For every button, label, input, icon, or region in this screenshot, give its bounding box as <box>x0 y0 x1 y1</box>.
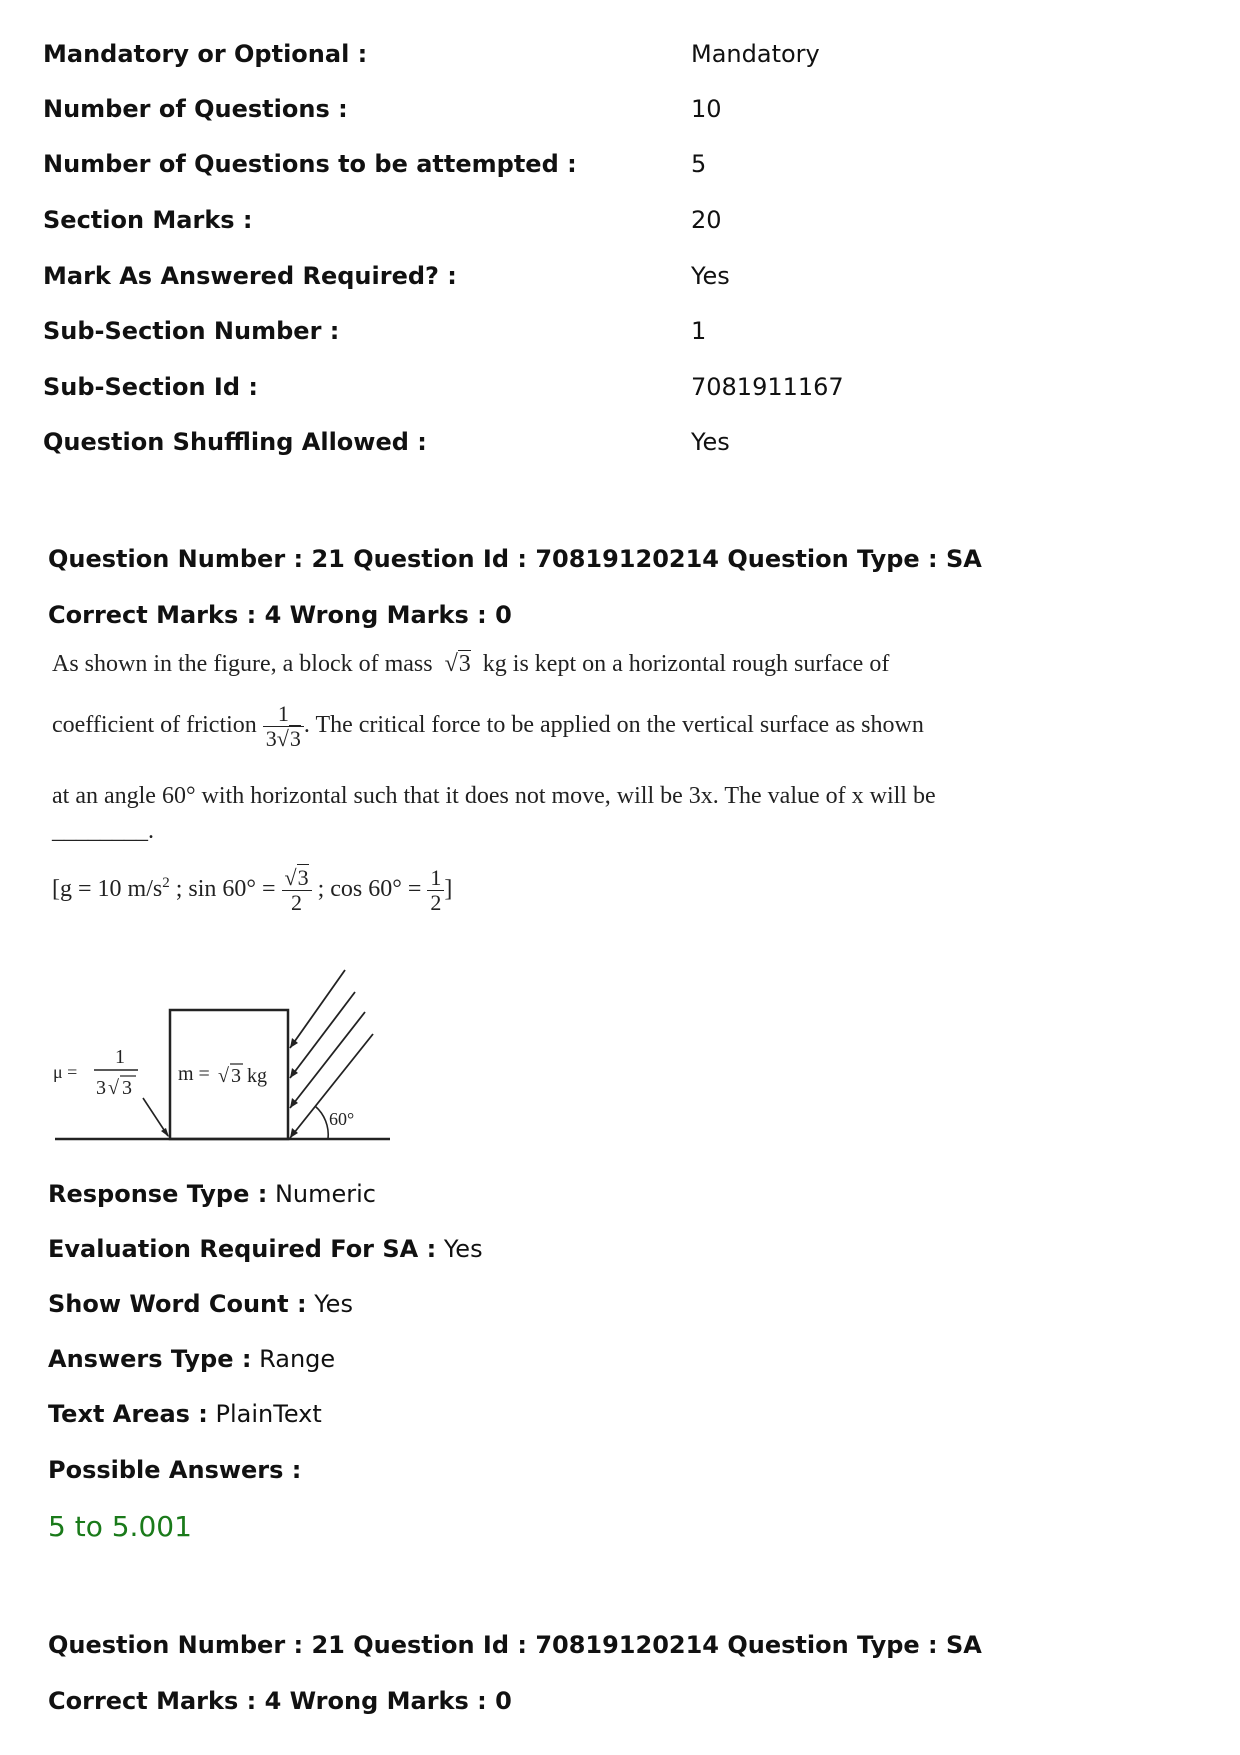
response-type <box>48 1180 376 1208</box>
field-label: Answers Type : <box>48 1345 252 1373</box>
info-value-subsection-id: 7081911167 <box>691 373 844 401</box>
force-arrow <box>290 1012 365 1108</box>
evaluation-required <box>48 1235 483 1263</box>
info-value-subsection-number: 1 <box>691 317 707 345</box>
text-segment: ; cos 60° = <box>317 876 422 903</box>
question-text-line2: coefficient of friction $\frac{1}{3√3}$ . The critical force to be applied on the vertical surface as shown <box>52 701 924 752</box>
mu-label: μ = <box>53 1062 78 1082</box>
info-label-mandatory: Mandatory or Optional : <box>43 40 368 68</box>
possible-answers-label <box>48 1456 301 1484</box>
fraction-numerator: √3 <box>282 866 312 891</box>
mass-sqrt-sign: √ <box>218 1065 229 1087</box>
info-value-section-marks: 20 <box>691 206 722 234</box>
superscript: 2 <box>162 875 170 892</box>
info-label-shuffling: Question Shuffling Allowed : <box>43 428 427 456</box>
info-label-subsection-id: Sub-Section Id : <box>43 373 258 401</box>
sqrt-value: 3 <box>297 865 309 890</box>
info-label-to-attempt: Number of Questions to be attempted : <box>43 150 577 178</box>
given-values <box>52 866 452 915</box>
field-value: PlainText <box>215 1400 322 1428</box>
text-segment: ] <box>444 876 453 903</box>
text-segment: kg is kept on a horizontal rough surface of <box>482 651 890 677</box>
question-marks: Correct Marks : 4 Wrong Marks : 0 <box>48 601 512 629</box>
mass-unit: kg <box>247 1065 267 1087</box>
info-label-mark-answered: Mark As Answered Required? : <box>43 262 457 290</box>
next-question-header: Question Number : 21 Question Id : 70819120214 Question Type : SA <box>48 1631 982 1659</box>
angle-label: 60° <box>329 1109 355 1129</box>
field-value: Range <box>259 1345 336 1373</box>
angle-arc <box>315 1106 328 1139</box>
field-label: Text Areas : <box>48 1400 208 1428</box>
mass-label: m = <box>178 1063 210 1085</box>
text-areas <box>48 1400 322 1428</box>
text-segment: [g = 10 m/s <box>52 876 163 903</box>
field-label: Evaluation Required For SA : <box>48 1235 437 1263</box>
text-segment: As shown in the figure, a block of mass <box>52 651 433 677</box>
answer-blank: ________. <box>52 818 154 844</box>
text-segment: ; sin 60° = <box>175 876 276 903</box>
mu-denominator-coef: 3 <box>96 1077 106 1099</box>
field-value: Yes <box>314 1290 353 1318</box>
fraction-numerator: 1 <box>427 866 444 891</box>
fraction-numerator: 1 <box>263 702 304 727</box>
question-header: Question Number : 21 Question Id : 70819120214 Question Type : SA <box>48 545 982 573</box>
sin-fraction <box>282 866 312 915</box>
question-text-line1: As shown in the figure, a block of mass √3 kg is kept on a horizontal rough surface of <box>52 651 890 677</box>
info-value-mark-answered: Yes <box>691 262 730 290</box>
question-text-line3: at an angle 60° with horizontal such that it does not move, will be 3x. The value of x will be <box>52 783 936 809</box>
sqrt-value: 3 <box>458 651 471 677</box>
answers-type <box>48 1345 335 1373</box>
field-value: Yes <box>443 1235 483 1263</box>
field-label: Show Word Count : <box>48 1290 307 1318</box>
sqrt-value: 3 <box>289 726 301 752</box>
info-value-to-attempt: 5 <box>691 150 707 178</box>
info-label-num-questions: Number of Questions : <box>43 95 348 123</box>
possible-answer-value: 5 to 5.001 <box>48 1510 192 1543</box>
text-segment: The critical force to be applied on the vertical surface as shown <box>315 712 924 739</box>
info-value-mandatory: Mandatory <box>691 40 820 68</box>
force-arrow <box>290 970 345 1048</box>
coef: 3 <box>265 726 277 752</box>
info-label-subsection-number: Sub-Section Number : <box>43 317 340 345</box>
field-label: Possible Answers : <box>48 1456 302 1484</box>
fraction-denominator: 2 <box>430 890 442 916</box>
show-word-count <box>48 1290 353 1318</box>
info-value-shuffling: Yes <box>691 428 730 456</box>
mu-numerator: 1 <box>115 1046 125 1068</box>
cos-fraction <box>427 866 444 915</box>
fraction-denominator: 2 <box>291 890 303 916</box>
text-segment: coefficient of friction <box>52 712 257 739</box>
block-figure <box>50 960 410 1160</box>
fraction-denominator: 3√3 <box>265 726 301 752</box>
info-value-num-questions: 10 <box>691 95 722 123</box>
field-value: Numeric <box>274 1180 376 1208</box>
next-question-marks: Correct Marks : 4 Wrong Marks : 0 <box>48 1687 512 1715</box>
mass-sqrt-value: 3 <box>231 1065 241 1087</box>
mu-sqrt-sign: √ <box>108 1077 119 1099</box>
friction-fraction <box>263 702 304 751</box>
info-label-section-marks: Section Marks : <box>43 206 253 234</box>
arrow-head <box>161 1128 169 1137</box>
field-label: Response Type : <box>48 1180 268 1208</box>
mu-sqrt-value: 3 <box>122 1077 132 1099</box>
